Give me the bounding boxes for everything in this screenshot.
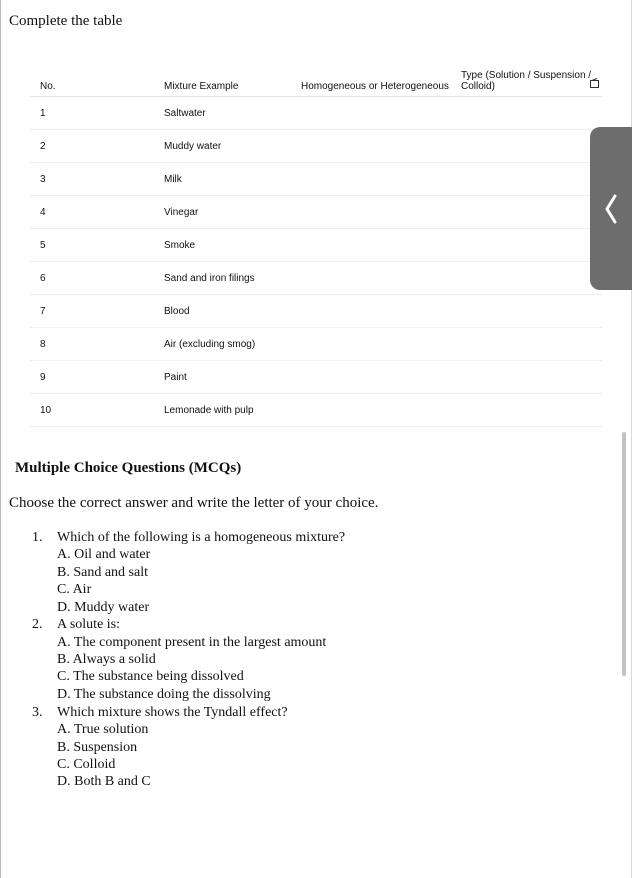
answer-cell-type[interactable] <box>461 295 602 328</box>
answer-cell-type[interactable] <box>461 97 602 130</box>
table-header-row <box>30 62 602 97</box>
answer-option[interactable]: B. Always a solid <box>57 652 156 667</box>
row-example: Air (excluding smog) <box>164 328 301 361</box>
row-number: 8 <box>30 328 164 361</box>
table-row <box>30 97 602 130</box>
page-heading: Complete the table <box>9 13 123 29</box>
answer-option[interactable]: C. Colloid <box>57 757 116 772</box>
answer-option[interactable]: A. Oil and water <box>57 547 151 562</box>
answer-cell-homogeneity[interactable] <box>301 130 461 163</box>
answer-cell-homogeneity[interactable] <box>301 361 461 394</box>
chevron-left-icon <box>605 194 617 224</box>
answer-option[interactable]: A. True solution <box>57 722 149 737</box>
row-number: 7 <box>30 295 164 328</box>
table-row <box>30 196 602 229</box>
row-example: Paint <box>164 361 301 394</box>
answer-cell-homogeneity[interactable] <box>301 328 461 361</box>
answer-option[interactable]: D. The substance doing the dissolving <box>57 687 271 702</box>
row-example: Smoke <box>164 229 301 262</box>
mixture-table <box>30 62 602 427</box>
row-number: 2 <box>30 130 164 163</box>
answer-cell-type[interactable] <box>461 262 602 295</box>
table-row <box>30 163 602 196</box>
row-example: Muddy water <box>164 130 301 163</box>
table-row <box>30 262 602 295</box>
answer-cell-type[interactable] <box>461 328 602 361</box>
answer-option[interactable]: C. The substance being dissolved <box>57 669 244 684</box>
answer-cell-type[interactable] <box>461 229 602 262</box>
mcq-instruction: Choose the correct answer and write the letter of your choice. <box>9 495 379 511</box>
answer-cell-homogeneity[interactable] <box>301 295 461 328</box>
answer-cell-type[interactable] <box>461 196 602 229</box>
row-number: 6 <box>30 262 164 295</box>
question-text: A solute is: <box>57 617 121 632</box>
header-type: Type (Solution / Suspension / Colloid) <box>461 62 602 97</box>
row-number: 10 <box>30 394 164 427</box>
row-number: 4 <box>30 196 164 229</box>
answer-cell-type[interactable] <box>461 163 602 196</box>
question-number: 1. <box>32 530 43 545</box>
question-text: Which mixture shows the Tyndall effect? <box>57 705 288 720</box>
question <box>32 616 120 633</box>
question-text: Which of the following is a homogeneous mixture? <box>57 530 346 545</box>
row-number: 9 <box>30 361 164 394</box>
table-row <box>30 130 602 163</box>
question-number: 2. <box>32 617 43 632</box>
question <box>32 529 345 546</box>
table-row <box>30 229 602 262</box>
answer-option[interactable]: C. Air <box>57 582 92 597</box>
header-homogeneous: Homogeneous or Heterogeneous <box>301 62 461 97</box>
side-panel-tab[interactable] <box>590 127 632 290</box>
page-border-left <box>0 0 1 878</box>
table-row <box>30 328 602 361</box>
answer-option[interactable]: A. The component present in the largest amount <box>57 635 327 650</box>
row-example: Lemonade with pulp <box>164 394 301 427</box>
answer-option[interactable]: D. Both B and C <box>57 774 151 789</box>
mcq-title: Multiple Choice Questions (MCQs) <box>15 460 242 476</box>
question-number: 3. <box>32 705 43 720</box>
question <box>32 704 288 721</box>
answer-cell-homogeneity[interactable] <box>301 163 461 196</box>
row-example: Blood <box>164 295 301 328</box>
answer-cell-homogeneity[interactable] <box>301 196 461 229</box>
row-number: 3 <box>30 163 164 196</box>
row-example: Sand and iron filings <box>164 262 301 295</box>
answer-cell-homogeneity[interactable] <box>301 262 461 295</box>
table-row <box>30 361 602 394</box>
vertical-scrollbar[interactable] <box>622 432 626 676</box>
row-example: Saltwater <box>164 97 301 130</box>
answer-option[interactable]: D. Muddy water <box>57 600 150 615</box>
row-number: 1 <box>30 97 164 130</box>
answer-cell-homogeneity[interactable] <box>301 97 461 130</box>
answer-cell-type[interactable] <box>461 361 602 394</box>
answer-cell-type[interactable] <box>461 394 602 427</box>
answer-option[interactable]: B. Sand and salt <box>57 565 148 580</box>
row-number: 5 <box>30 229 164 262</box>
header-no: No. <box>30 62 164 97</box>
answer-option[interactable]: B. Suspension <box>57 740 138 755</box>
row-example: Milk <box>164 163 301 196</box>
answer-cell-homogeneity[interactable] <box>301 394 461 427</box>
note-icon[interactable] <box>590 78 599 87</box>
answer-cell-type[interactable] <box>461 130 602 163</box>
row-example: Vinegar <box>164 196 301 229</box>
table-row <box>30 295 602 328</box>
table-row <box>30 394 602 427</box>
header-mixture-example: Mixture Example <box>164 62 301 97</box>
answer-cell-homogeneity[interactable] <box>301 229 461 262</box>
